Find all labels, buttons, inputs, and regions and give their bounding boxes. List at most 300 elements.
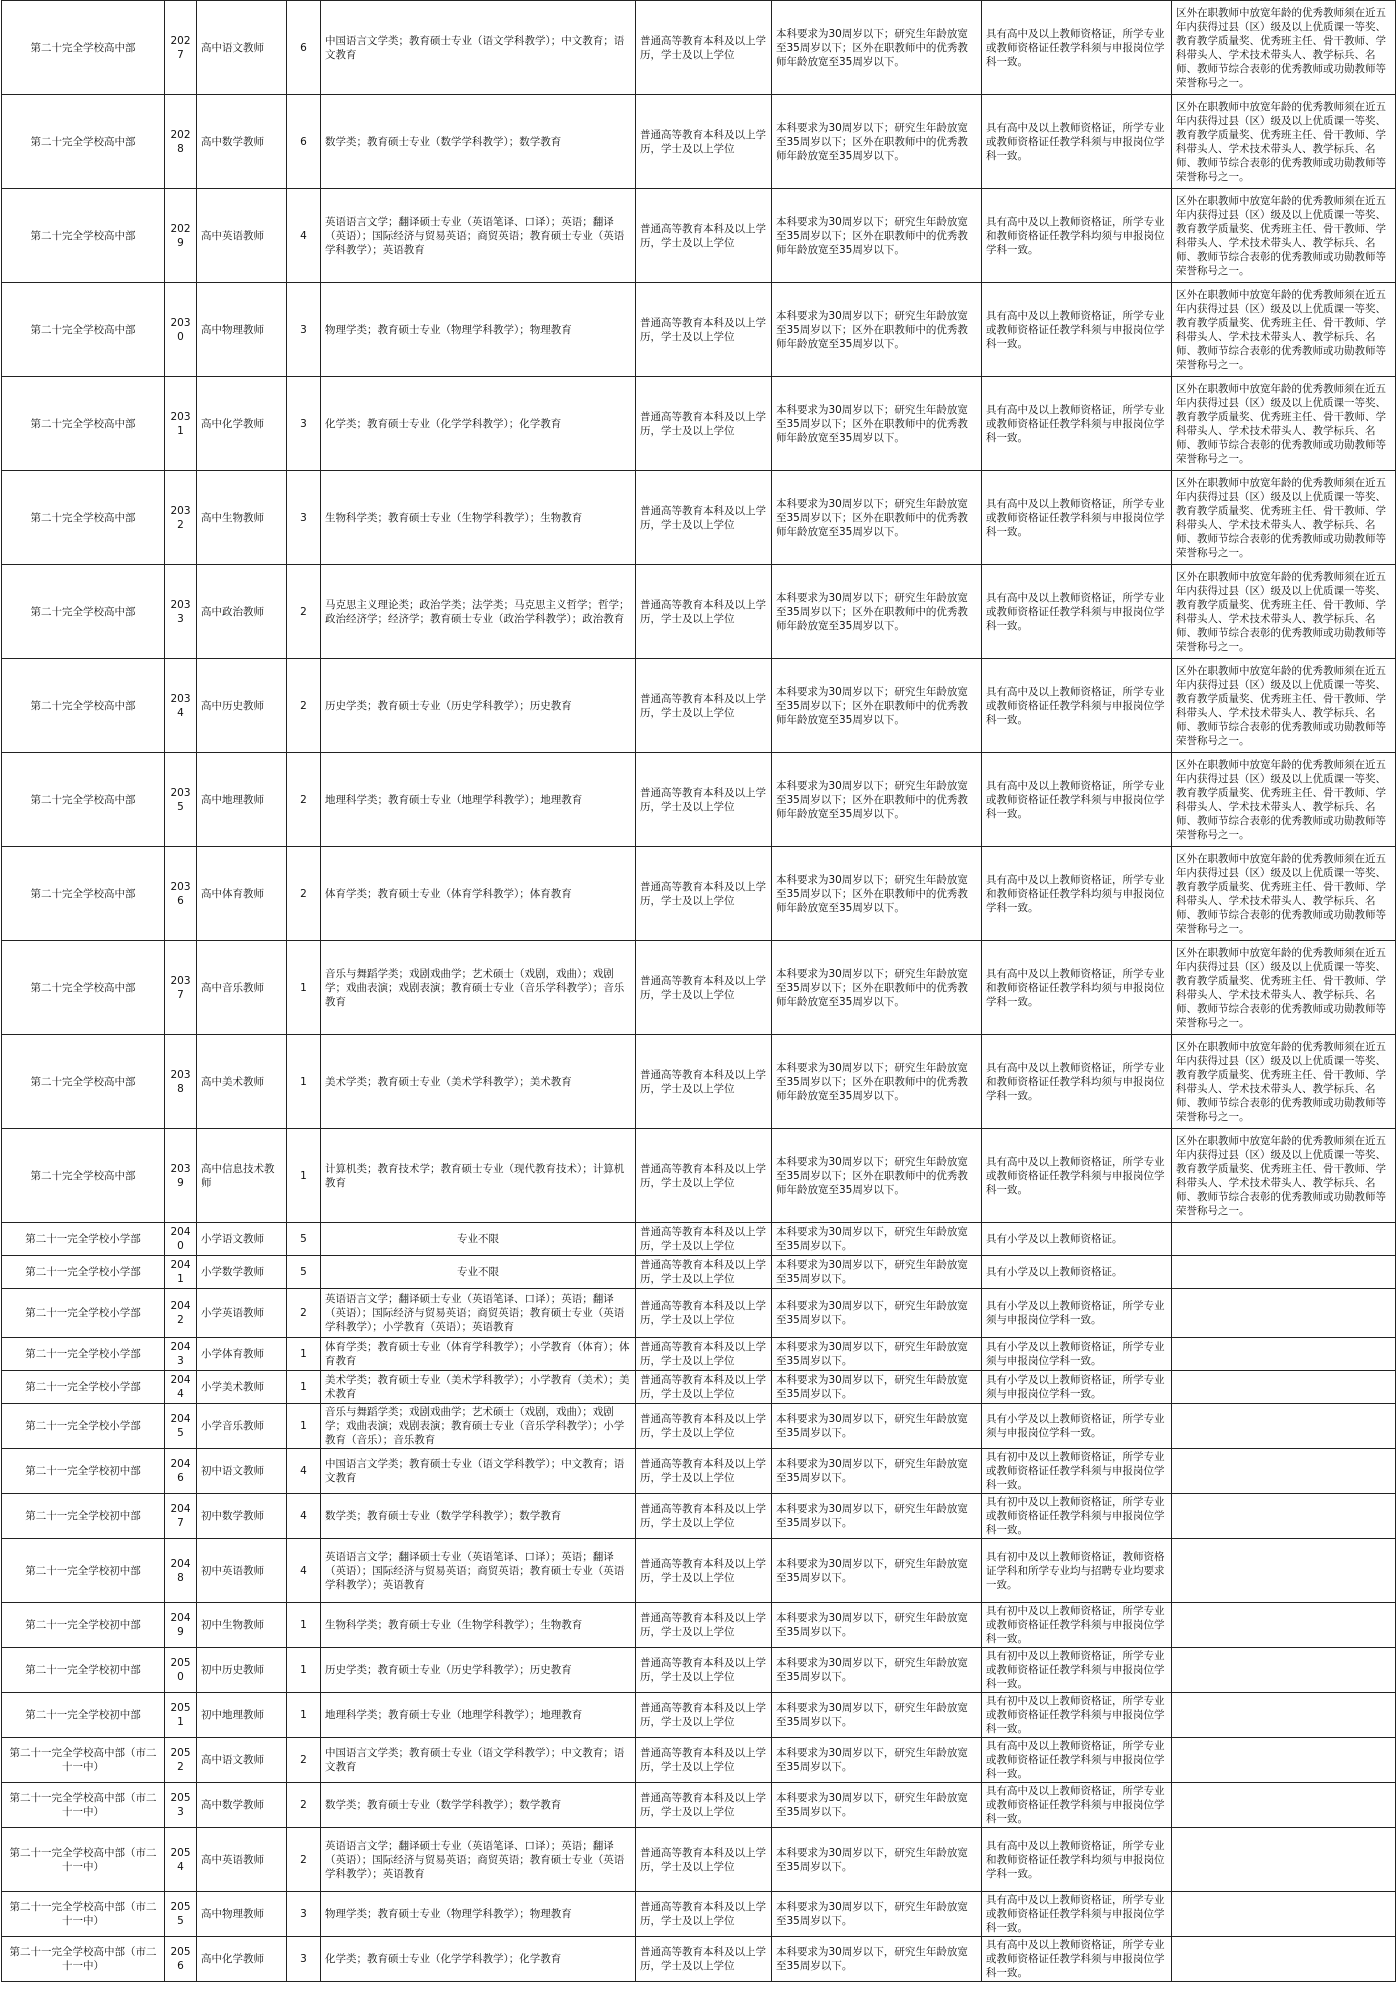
- unit-cell: 第二十一完全学校小学部: [2, 1371, 165, 1404]
- position-cell: 高中数学教师: [197, 95, 287, 189]
- position-cell: 高中生物教师: [197, 471, 287, 565]
- age-cell: 本科要求为30周岁以下，研究生年龄放宽至35周岁以下。: [772, 1449, 982, 1494]
- position-cell: 高中数学教师: [197, 1783, 287, 1828]
- major-cell: 化学类；教育硕士专业（化学学科教学）；化学教育: [321, 1937, 636, 1982]
- age-cell: 本科要求为30周岁以下；研究生年龄放宽至35周岁以下；区外在职教师中的优秀教师年龄放宽至35周岁以下。: [772, 1035, 982, 1129]
- count-cell: 6: [287, 95, 321, 189]
- certificate-cell: 具有高中及以上教师资格证，所学专业或教师资格证任教学科须与申报岗位学科一致。: [982, 659, 1172, 753]
- major-cell: 体育学类；教育硕士专业（体育学科教学）；体育教育: [321, 847, 636, 941]
- unit-cell: 第二十一完全学校初中部: [2, 1648, 165, 1693]
- unit-cell: 第二十一完全学校小学部: [2, 1289, 165, 1338]
- certificate-cell: 具有高中及以上教师资格证，所学专业或教师资格证任教学科须与申报岗位学科一致。: [982, 753, 1172, 847]
- certificate-cell: 具有高中及以上教师资格证，所学专业和教师资格证任教学科均须与申报岗位学科一致。: [982, 847, 1172, 941]
- count-cell: 1: [287, 1603, 321, 1648]
- position-cell: 高中体育教师: [197, 847, 287, 941]
- code-cell: 2030: [165, 283, 197, 377]
- certificate-cell: 具有高中及以上教师资格证，所学专业或教师资格证任教学科须与申报岗位学科一致。: [982, 1937, 1172, 1982]
- unit-cell: 第二十完全学校高中部: [2, 1035, 165, 1129]
- code-cell: 2035: [165, 753, 197, 847]
- education-cell: 普通高等教育本科及以上学历，学士及以上学位: [636, 1539, 772, 1603]
- other-requirements-cell: 区外在职教师中放宽年龄的优秀教师须在近五年内获得过县（区）级及以上优质课一等奖、教育教学质量奖、优秀班主任、骨干教师、学科带头人、学术技术带头人、教学标兵、名师、教师节综合表彰的优秀教师或功勋教师等荣誉称号之一。: [1172, 189, 1396, 283]
- code-cell: 2040: [165, 1223, 197, 1256]
- education-cell: 普通高等教育本科及以上学历，学士及以上学位: [636, 1783, 772, 1828]
- unit-cell: 第二十一完全学校高中部（市二十一中）: [2, 1783, 165, 1828]
- other-requirements-cell: [1172, 1693, 1396, 1738]
- position-cell: 高中音乐教师: [197, 941, 287, 1035]
- position-cell: 小学音乐教师: [197, 1404, 287, 1449]
- certificate-cell: 具有高中及以上教师资格证，所学专业或教师资格证任教学科须与申报岗位学科一致。: [982, 1, 1172, 95]
- unit-cell: 第二十完全学校高中部: [2, 377, 165, 471]
- other-requirements-cell: [1172, 1738, 1396, 1783]
- age-cell: 本科要求为30周岁以下；研究生年龄放宽至35周岁以下；区外在职教师中的优秀教师年龄放宽至35周岁以下。: [772, 95, 982, 189]
- unit-cell: 第二十一完全学校高中部（市二十一中）: [2, 1828, 165, 1892]
- table-row: [2, 1449, 1396, 1494]
- age-cell: 本科要求为30周岁以下，研究生年龄放宽至35周岁以下。: [772, 1783, 982, 1828]
- position-cell: 高中英语教师: [197, 1828, 287, 1892]
- age-cell: 本科要求为30周岁以下；研究生年龄放宽至35周岁以下；区外在职教师中的优秀教师年龄放宽至35周岁以下。: [772, 471, 982, 565]
- code-cell: 2039: [165, 1129, 197, 1223]
- count-cell: 2: [287, 565, 321, 659]
- major-cell: 中国语言文学类；教育硕士专业（语文学科教学）；中文教育；语文教育: [321, 1, 636, 95]
- other-requirements-cell: [1172, 1338, 1396, 1371]
- certificate-cell: 具有小学及以上教师资格证。: [982, 1256, 1172, 1289]
- code-cell: 2027: [165, 1, 197, 95]
- code-cell: 2028: [165, 95, 197, 189]
- age-cell: 本科要求为30周岁以下，研究生年龄放宽至35周岁以下。: [772, 1892, 982, 1937]
- table-row: [2, 1371, 1396, 1404]
- major-cell: 数学类；教育硕士专业（数学学科教学）；数学教育: [321, 1494, 636, 1539]
- other-requirements-cell: [1172, 1449, 1396, 1494]
- age-cell: 本科要求为30周岁以下，研究生年龄放宽至35周岁以下。: [772, 1603, 982, 1648]
- age-cell: 本科要求为30周岁以下；研究生年龄放宽至35周岁以下；区外在职教师中的优秀教师年龄放宽至35周岁以下。: [772, 847, 982, 941]
- education-cell: 普通高等教育本科及以上学历，学士及以上学位: [636, 1828, 772, 1892]
- other-requirements-cell: [1172, 1539, 1396, 1603]
- position-cell: 高中历史教师: [197, 659, 287, 753]
- code-cell: 2049: [165, 1603, 197, 1648]
- certificate-cell: 具有初中及以上教师资格证，所学专业或教师资格证任教学科须与申报岗位学科一致。: [982, 1648, 1172, 1693]
- age-cell: 本科要求为30周岁以下；研究生年龄放宽至35周岁以下；区外在职教师中的优秀教师年龄放宽至35周岁以下。: [772, 659, 982, 753]
- table-row: [2, 1937, 1396, 1982]
- education-cell: 普通高等教育本科及以上学历，学士及以上学位: [636, 941, 772, 1035]
- education-cell: 普通高等教育本科及以上学历，学士及以上学位: [636, 95, 772, 189]
- other-requirements-cell: [1172, 1828, 1396, 1892]
- table-row: [2, 1892, 1396, 1937]
- code-cell: 2048: [165, 1539, 197, 1603]
- position-cell: 高中语文教师: [197, 1, 287, 95]
- education-cell: 普通高等教育本科及以上学历，学士及以上学位: [636, 753, 772, 847]
- unit-cell: 第二十完全学校高中部: [2, 941, 165, 1035]
- table-row: [2, 1539, 1396, 1603]
- other-requirements-cell: [1172, 1892, 1396, 1937]
- other-requirements-cell: 区外在职教师中放宽年龄的优秀教师须在近五年内获得过县（区）级及以上优质课一等奖、教育教学质量奖、优秀班主任、骨干教师、学科带头人、学术技术带头人、教学标兵、名师、教师节综合表彰的优秀教师或功勋教师等荣誉称号之一。: [1172, 377, 1396, 471]
- position-cell: 高中语文教师: [197, 1738, 287, 1783]
- code-cell: 2041: [165, 1256, 197, 1289]
- major-cell: 历史学类；教育硕士专业（历史学科教学）；历史教育: [321, 659, 636, 753]
- major-cell: 专业不限: [321, 1256, 636, 1289]
- age-cell: 本科要求为30周岁以下，研究生年龄放宽至35周岁以下。: [772, 1289, 982, 1338]
- position-cell: 高中物理教师: [197, 283, 287, 377]
- count-cell: 2: [287, 847, 321, 941]
- code-cell: 2036: [165, 847, 197, 941]
- certificate-cell: 具有小学及以上教师资格证。: [982, 1223, 1172, 1256]
- table-row: [2, 377, 1396, 471]
- education-cell: 普通高等教育本科及以上学历，学士及以上学位: [636, 1129, 772, 1223]
- major-cell: 英语语言文学；翻译硕士专业（英语笔译、口译）；英语；翻译（英语）；国际经济与贸易英语；商贸英语；教育硕士专业（英语学科教学）；英语教育: [321, 189, 636, 283]
- certificate-cell: 具有小学及以上教师资格证，所学专业须与申报岗位学科一致。: [982, 1404, 1172, 1449]
- education-cell: 普通高等教育本科及以上学历，学士及以上学位: [636, 659, 772, 753]
- age-cell: 本科要求为30周岁以下，研究生年龄放宽至35周岁以下。: [772, 1539, 982, 1603]
- table-row: [2, 1404, 1396, 1449]
- major-cell: 历史学类；教育硕士专业（历史学科教学）；历史教育: [321, 1648, 636, 1693]
- other-requirements-cell: 区外在职教师中放宽年龄的优秀教师须在近五年内获得过县（区）级及以上优质课一等奖、教育教学质量奖、优秀班主任、骨干教师、学科带头人、学术技术带头人、教学标兵、名师、教师节综合表彰的优秀教师或功勋教师等荣誉称号之一。: [1172, 283, 1396, 377]
- age-cell: 本科要求为30周岁以下，研究生年龄放宽至35周岁以下。: [772, 1338, 982, 1371]
- table-row: [2, 1783, 1396, 1828]
- education-cell: 普通高等教育本科及以上学历，学士及以上学位: [636, 1648, 772, 1693]
- unit-cell: 第二十完全学校高中部: [2, 95, 165, 189]
- position-cell: 高中化学教师: [197, 377, 287, 471]
- other-requirements-cell: [1172, 1256, 1396, 1289]
- other-requirements-cell: 区外在职教师中放宽年龄的优秀教师须在近五年内获得过县（区）级及以上优质课一等奖、教育教学质量奖、优秀班主任、骨干教师、学科带头人、学术技术带头人、教学标兵、名师、教师节综合表彰的优秀教师或功勋教师等荣誉称号之一。: [1172, 1129, 1396, 1223]
- count-cell: 2: [287, 753, 321, 847]
- count-cell: 1: [287, 1338, 321, 1371]
- major-cell: 美术学类；教育硕士专业（美术学科教学）；小学教育（美术）；美术教育: [321, 1371, 636, 1404]
- education-cell: 普通高等教育本科及以上学历，学士及以上学位: [636, 847, 772, 941]
- education-cell: 普通高等教育本科及以上学历，学士及以上学位: [636, 1338, 772, 1371]
- age-cell: 本科要求为30周岁以下；研究生年龄放宽至35周岁以下；区外在职教师中的优秀教师年龄放宽至35周岁以下。: [772, 189, 982, 283]
- certificate-cell: 具有小学及以上教师资格证，所学专业须与申报岗位学科一致。: [982, 1289, 1172, 1338]
- major-cell: 中国语言文学类；教育硕士专业（语文学科教学）；中文教育；语文教育: [321, 1738, 636, 1783]
- major-cell: 化学类；教育硕士专业（化学学科教学）；化学教育: [321, 377, 636, 471]
- table-row: [2, 189, 1396, 283]
- code-cell: 2032: [165, 471, 197, 565]
- certificate-cell: 具有初中及以上教师资格证，教师资格证学科和所学专业均与招聘专业均要求一致。: [982, 1539, 1172, 1603]
- table-row: [2, 1, 1396, 95]
- table-row: [2, 1338, 1396, 1371]
- age-cell: 本科要求为30周岁以下，研究生年龄放宽至35周岁以下。: [772, 1223, 982, 1256]
- code-cell: 2051: [165, 1693, 197, 1738]
- position-cell: 小学英语教师: [197, 1289, 287, 1338]
- code-cell: 2047: [165, 1494, 197, 1539]
- count-cell: 4: [287, 189, 321, 283]
- unit-cell: 第二十一完全学校高中部（市二十一中）: [2, 1892, 165, 1937]
- education-cell: 普通高等教育本科及以上学历，学士及以上学位: [636, 1937, 772, 1982]
- major-cell: 中国语言文学类；教育硕士专业（语文学科教学）；中文教育；语文教育: [321, 1449, 636, 1494]
- table-row: [2, 565, 1396, 659]
- other-requirements-cell: [1172, 1937, 1396, 1982]
- position-cell: 高中美术教师: [197, 1035, 287, 1129]
- age-cell: 本科要求为30周岁以下，研究生年龄放宽至35周岁以下。: [772, 1738, 982, 1783]
- other-requirements-cell: [1172, 1289, 1396, 1338]
- unit-cell: 第二十完全学校高中部: [2, 1, 165, 95]
- other-requirements-cell: 区外在职教师中放宽年龄的优秀教师须在近五年内获得过县（区）级及以上优质课一等奖、教育教学质量奖、优秀班主任、骨干教师、学科带头人、学术技术带头人、教学标兵、名师、教师节综合表彰的优秀教师或功勋教师等荣誉称号之一。: [1172, 1, 1396, 95]
- certificate-cell: 具有高中及以上教师资格证，所学专业或教师资格证任教学科须与申报岗位学科一致。: [982, 1783, 1172, 1828]
- major-cell: 生物科学类；教育硕士专业（生物学科教学）；生物教育: [321, 1603, 636, 1648]
- table-row: [2, 1289, 1396, 1338]
- table-row: [2, 1603, 1396, 1648]
- certificate-cell: 具有高中及以上教师资格证，所学专业和教师资格证任教学科均须与申报岗位学科一致。: [982, 1035, 1172, 1129]
- count-cell: 4: [287, 1494, 321, 1539]
- unit-cell: 第二十一完全学校小学部: [2, 1223, 165, 1256]
- other-requirements-cell: 区外在职教师中放宽年龄的优秀教师须在近五年内获得过县（区）级及以上优质课一等奖、教育教学质量奖、优秀班主任、骨干教师、学科带头人、学术技术带头人、教学标兵、名师、教师节综合表彰的优秀教师或功勋教师等荣誉称号之一。: [1172, 847, 1396, 941]
- certificate-cell: 具有高中及以上教师资格证，所学专业和教师资格证任教学科均须与申报岗位学科一致。: [982, 189, 1172, 283]
- count-cell: 4: [287, 1449, 321, 1494]
- education-cell: 普通高等教育本科及以上学历，学士及以上学位: [636, 1289, 772, 1338]
- other-requirements-cell: 区外在职教师中放宽年龄的优秀教师须在近五年内获得过县（区）级及以上优质课一等奖、教育教学质量奖、优秀班主任、骨干教师、学科带头人、学术技术带头人、教学标兵、名师、教师节综合表彰的优秀教师或功勋教师等荣誉称号之一。: [1172, 941, 1396, 1035]
- major-cell: 英语语言文学；翻译硕士专业（英语笔译、口译）；英语；翻译（英语）；国际经济与贸易英语；商贸英语；教育硕士专业（英语学科教学）；英语教育: [321, 1539, 636, 1603]
- position-cell: 高中政治教师: [197, 565, 287, 659]
- certificate-cell: 具有初中及以上教师资格证，所学专业或教师资格证任教学科须与申报岗位学科一致。: [982, 1449, 1172, 1494]
- major-cell: 生物科学类；教育硕士专业（生物学科教学）；生物教育: [321, 471, 636, 565]
- position-cell: 初中数学教师: [197, 1494, 287, 1539]
- education-cell: 普通高等教育本科及以上学历，学士及以上学位: [636, 1892, 772, 1937]
- other-requirements-cell: [1172, 1603, 1396, 1648]
- unit-cell: 第二十一完全学校高中部（市二十一中）: [2, 1738, 165, 1783]
- education-cell: 普通高等教育本科及以上学历，学士及以上学位: [636, 1223, 772, 1256]
- age-cell: 本科要求为30周岁以下，研究生年龄放宽至35周岁以下。: [772, 1828, 982, 1892]
- code-cell: 2044: [165, 1371, 197, 1404]
- unit-cell: 第二十一完全学校初中部: [2, 1603, 165, 1648]
- count-cell: 3: [287, 1937, 321, 1982]
- table-row: [2, 1828, 1396, 1892]
- code-cell: 2053: [165, 1783, 197, 1828]
- code-cell: 2042: [165, 1289, 197, 1338]
- other-requirements-cell: 区外在职教师中放宽年龄的优秀教师须在近五年内获得过县（区）级及以上优质课一等奖、教育教学质量奖、优秀班主任、骨干教师、学科带头人、学术技术带头人、教学标兵、名师、教师节综合表彰的优秀教师或功勋教师等荣誉称号之一。: [1172, 659, 1396, 753]
- education-cell: 普通高等教育本科及以上学历，学士及以上学位: [636, 1371, 772, 1404]
- other-requirements-cell: [1172, 1223, 1396, 1256]
- education-cell: 普通高等教育本科及以上学历，学士及以上学位: [636, 377, 772, 471]
- table-body: [2, 1, 1396, 1982]
- code-cell: 2055: [165, 1892, 197, 1937]
- table-row: [2, 1256, 1396, 1289]
- count-cell: 2: [287, 1828, 321, 1892]
- count-cell: 2: [287, 1738, 321, 1783]
- other-requirements-cell: [1172, 1648, 1396, 1693]
- other-requirements-cell: [1172, 1783, 1396, 1828]
- major-cell: 数学类；教育硕士专业（数学学科教学）；数学教育: [321, 1783, 636, 1828]
- count-cell: 3: [287, 283, 321, 377]
- age-cell: 本科要求为30周岁以下；研究生年龄放宽至35周岁以下；区外在职教师中的优秀教师年龄放宽至35周岁以下。: [772, 753, 982, 847]
- major-cell: 英语语言文学；翻译硕士专业（英语笔译、口译）；英语；翻译（英语）；国际经济与贸易英语；商贸英语；教育硕士专业（英语学科教学）；小学教育（英语）；英语教育: [321, 1289, 636, 1338]
- count-cell: 3: [287, 471, 321, 565]
- code-cell: 2031: [165, 377, 197, 471]
- other-requirements-cell: 区外在职教师中放宽年龄的优秀教师须在近五年内获得过县（区）级及以上优质课一等奖、教育教学质量奖、优秀班主任、骨干教师、学科带头人、学术技术带头人、教学标兵、名师、教师节综合表彰的优秀教师或功勋教师等荣誉称号之一。: [1172, 471, 1396, 565]
- certificate-cell: 具有高中及以上教师资格证，所学专业或教师资格证任教学科须与申报岗位学科一致。: [982, 1129, 1172, 1223]
- position-cell: 小学数学教师: [197, 1256, 287, 1289]
- table-row: [2, 941, 1396, 1035]
- unit-cell: 第二十完全学校高中部: [2, 659, 165, 753]
- count-cell: 3: [287, 377, 321, 471]
- position-cell: 初中地理教师: [197, 1693, 287, 1738]
- count-cell: 1: [287, 941, 321, 1035]
- certificate-cell: 具有高中及以上教师资格证，所学专业和教师资格证任教学科均须与申报岗位学科一致。: [982, 941, 1172, 1035]
- table-row: [2, 1648, 1396, 1693]
- table-row: [2, 1223, 1396, 1256]
- other-requirements-cell: 区外在职教师中放宽年龄的优秀教师须在近五年内获得过县（区）级及以上优质课一等奖、教育教学质量奖、优秀班主任、骨干教师、学科带头人、学术技术带头人、教学标兵、名师、教师节综合表彰的优秀教师或功勋教师等荣誉称号之一。: [1172, 95, 1396, 189]
- education-cell: 普通高等教育本科及以上学历，学士及以上学位: [636, 1035, 772, 1129]
- unit-cell: 第二十一完全学校小学部: [2, 1404, 165, 1449]
- position-cell: 初中生物教师: [197, 1603, 287, 1648]
- major-cell: 体育学类；教育硕士专业（体育学科教学）；小学教育（体育）；体育教育: [321, 1338, 636, 1371]
- unit-cell: 第二十完全学校高中部: [2, 753, 165, 847]
- unit-cell: 第二十完全学校高中部: [2, 283, 165, 377]
- unit-cell: 第二十完全学校高中部: [2, 565, 165, 659]
- certificate-cell: 具有高中及以上教师资格证，所学专业或教师资格证任教学科须与申报岗位学科一致。: [982, 565, 1172, 659]
- education-cell: 普通高等教育本科及以上学历，学士及以上学位: [636, 1256, 772, 1289]
- unit-cell: 第二十一完全学校小学部: [2, 1256, 165, 1289]
- certificate-cell: 具有初中及以上教师资格证，所学专业或教师资格证任教学科须与申报岗位学科一致。: [982, 1494, 1172, 1539]
- table-row: [2, 1738, 1396, 1783]
- age-cell: 本科要求为30周岁以下；研究生年龄放宽至35周岁以下；区外在职教师中的优秀教师年龄放宽至35周岁以下。: [772, 1129, 982, 1223]
- count-cell: 2: [287, 659, 321, 753]
- count-cell: 1: [287, 1693, 321, 1738]
- age-cell: 本科要求为30周岁以下；研究生年龄放宽至35周岁以下；区外在职教师中的优秀教师年龄放宽至35周岁以下。: [772, 565, 982, 659]
- certificate-cell: 具有初中及以上教师资格证，所学专业或教师资格证任教学科须与申报岗位学科一致。: [982, 1603, 1172, 1648]
- other-requirements-cell: [1172, 1404, 1396, 1449]
- education-cell: 普通高等教育本科及以上学历，学士及以上学位: [636, 189, 772, 283]
- count-cell: 2: [287, 1289, 321, 1338]
- position-cell: 高中物理教师: [197, 1892, 287, 1937]
- position-cell: 高中英语教师: [197, 189, 287, 283]
- table-row: [2, 471, 1396, 565]
- position-cell: 小学美术教师: [197, 1371, 287, 1404]
- code-cell: 2056: [165, 1937, 197, 1982]
- certificate-cell: 具有高中及以上教师资格证，所学专业或教师资格证任教学科须与申报岗位学科一致。: [982, 95, 1172, 189]
- major-cell: 地理科学类；教育硕士专业（地理学科教学）；地理教育: [321, 753, 636, 847]
- age-cell: 本科要求为30周岁以下，研究生年龄放宽至35周岁以下。: [772, 1494, 982, 1539]
- code-cell: 2029: [165, 189, 197, 283]
- education-cell: 普通高等教育本科及以上学历，学士及以上学位: [636, 283, 772, 377]
- count-cell: 1: [287, 1648, 321, 1693]
- major-cell: 马克思主义理论类；政治学类；法学类；马克思主义哲学；哲学；政治经济学；经济学；教育硕士专业（政治学科教学）；政治教育: [321, 565, 636, 659]
- age-cell: 本科要求为30周岁以下，研究生年龄放宽至35周岁以下。: [772, 1256, 982, 1289]
- count-cell: 6: [287, 1, 321, 95]
- unit-cell: 第二十完全学校高中部: [2, 1129, 165, 1223]
- recruitment-table: [1, 0, 1396, 1982]
- major-cell: 物理学类；教育硕士专业（物理学科教学）；物理教育: [321, 283, 636, 377]
- table-row: [2, 95, 1396, 189]
- education-cell: 普通高等教育本科及以上学历，学士及以上学位: [636, 471, 772, 565]
- table-row: [2, 1494, 1396, 1539]
- count-cell: 1: [287, 1129, 321, 1223]
- major-cell: 数学类；教育硕士专业（数学学科教学）；数学教育: [321, 95, 636, 189]
- code-cell: 2034: [165, 659, 197, 753]
- count-cell: 1: [287, 1371, 321, 1404]
- unit-cell: 第二十完全学校高中部: [2, 189, 165, 283]
- certificate-cell: 具有初中及以上教师资格证，所学专业或教师资格证任教学科须与申报岗位学科一致。: [982, 1693, 1172, 1738]
- age-cell: 本科要求为30周岁以下；研究生年龄放宽至35周岁以下；区外在职教师中的优秀教师年龄放宽至35周岁以下。: [772, 283, 982, 377]
- unit-cell: 第二十完全学校高中部: [2, 847, 165, 941]
- education-cell: 普通高等教育本科及以上学历，学士及以上学位: [636, 1603, 772, 1648]
- table-row: [2, 1035, 1396, 1129]
- code-cell: 2037: [165, 941, 197, 1035]
- table-row: [2, 659, 1396, 753]
- education-cell: 普通高等教育本科及以上学历，学士及以上学位: [636, 1693, 772, 1738]
- major-cell: 专业不限: [321, 1223, 636, 1256]
- certificate-cell: 具有小学及以上教师资格证，所学专业须与申报岗位学科一致。: [982, 1371, 1172, 1404]
- code-cell: 2052: [165, 1738, 197, 1783]
- education-cell: 普通高等教育本科及以上学历，学士及以上学位: [636, 565, 772, 659]
- position-cell: 初中英语教师: [197, 1539, 287, 1603]
- unit-cell: 第二十一完全学校初中部: [2, 1494, 165, 1539]
- code-cell: 2045: [165, 1404, 197, 1449]
- major-cell: 美术学类；教育硕士专业（美术学科教学）；美术教育: [321, 1035, 636, 1129]
- position-cell: 高中地理教师: [197, 753, 287, 847]
- table-row: [2, 753, 1396, 847]
- education-cell: 普通高等教育本科及以上学历，学士及以上学位: [636, 1738, 772, 1783]
- major-cell: 英语语言文学；翻译硕士专业（英语笔译、口译）；英语；翻译（英语）；国际经济与贸易英语；商贸英语；教育硕士专业（英语学科教学）；英语教育: [321, 1828, 636, 1892]
- age-cell: 本科要求为30周岁以下；研究生年龄放宽至35周岁以下；区外在职教师中的优秀教师年龄放宽至35周岁以下。: [772, 941, 982, 1035]
- major-cell: 音乐与舞蹈学类；戏剧戏曲学；艺术硕士（戏剧，戏曲）；戏剧学；戏曲表演；戏剧表演；教育硕士专业（音乐学科教学）；音乐教育: [321, 941, 636, 1035]
- unit-cell: 第二十一完全学校初中部: [2, 1693, 165, 1738]
- count-cell: 2: [287, 1783, 321, 1828]
- code-cell: 2046: [165, 1449, 197, 1494]
- unit-cell: 第二十一完全学校初中部: [2, 1539, 165, 1603]
- count-cell: 1: [287, 1035, 321, 1129]
- education-cell: 普通高等教育本科及以上学历，学士及以上学位: [636, 1494, 772, 1539]
- certificate-cell: 具有小学及以上教师资格证，所学专业须与申报岗位学科一致。: [982, 1338, 1172, 1371]
- major-cell: 音乐与舞蹈学类；戏剧戏曲学；艺术硕士（戏剧，戏曲）；戏剧学；戏曲表演；戏剧表演；教育硕士专业（音乐学科教学）；小学教育（音乐）；音乐教育: [321, 1404, 636, 1449]
- major-cell: 地理科学类；教育硕士专业（地理学科教学）；地理教育: [321, 1693, 636, 1738]
- table-row: [2, 847, 1396, 941]
- age-cell: 本科要求为30周岁以下，研究生年龄放宽至35周岁以下。: [772, 1404, 982, 1449]
- unit-cell: 第二十一完全学校初中部: [2, 1449, 165, 1494]
- education-cell: 普通高等教育本科及以上学历，学士及以上学位: [636, 1404, 772, 1449]
- other-requirements-cell: [1172, 1494, 1396, 1539]
- major-cell: 计算机类；教育技术学；教育硕士专业（现代教育技术）；计算机教育: [321, 1129, 636, 1223]
- age-cell: 本科要求为30周岁以下，研究生年龄放宽至35周岁以下。: [772, 1371, 982, 1404]
- education-cell: 普通高等教育本科及以上学历，学士及以上学位: [636, 1, 772, 95]
- position-cell: 高中化学教师: [197, 1937, 287, 1982]
- other-requirements-cell: 区外在职教师中放宽年龄的优秀教师须在近五年内获得过县（区）级及以上优质课一等奖、教育教学质量奖、优秀班主任、骨干教师、学科带头人、学术技术带头人、教学标兵、名师、教师节综合表彰的优秀教师或功勋教师等荣誉称号之一。: [1172, 565, 1396, 659]
- code-cell: 2050: [165, 1648, 197, 1693]
- other-requirements-cell: 区外在职教师中放宽年龄的优秀教师须在近五年内获得过县（区）级及以上优质课一等奖、教育教学质量奖、优秀班主任、骨干教师、学科带头人、学术技术带头人、教学标兵、名师、教师节综合表彰的优秀教师或功勋教师等荣誉称号之一。: [1172, 753, 1396, 847]
- position-cell: 初中语文教师: [197, 1449, 287, 1494]
- count-cell: 5: [287, 1256, 321, 1289]
- unit-cell: 第二十完全学校高中部: [2, 471, 165, 565]
- code-cell: 2043: [165, 1338, 197, 1371]
- age-cell: 本科要求为30周岁以下；研究生年龄放宽至35周岁以下；区外在职教师中的优秀教师年龄放宽至35周岁以下。: [772, 377, 982, 471]
- count-cell: 1: [287, 1404, 321, 1449]
- table-row: [2, 1693, 1396, 1738]
- age-cell: 本科要求为30周岁以下，研究生年龄放宽至35周岁以下。: [772, 1648, 982, 1693]
- certificate-cell: 具有高中及以上教师资格证，所学专业和教师资格证任教学科均须与申报岗位学科一致。: [982, 1828, 1172, 1892]
- table-row: [2, 1129, 1396, 1223]
- code-cell: 2033: [165, 565, 197, 659]
- position-cell: 小学体育教师: [197, 1338, 287, 1371]
- count-cell: 3: [287, 1892, 321, 1937]
- code-cell: 2038: [165, 1035, 197, 1129]
- certificate-cell: 具有高中及以上教师资格证，所学专业或教师资格证任教学科须与申报岗位学科一致。: [982, 283, 1172, 377]
- unit-cell: 第二十一完全学校小学部: [2, 1338, 165, 1371]
- table-row: [2, 283, 1396, 377]
- certificate-cell: 具有高中及以上教师资格证，所学专业或教师资格证任教学科须与申报岗位学科一致。: [982, 1738, 1172, 1783]
- certificate-cell: 具有高中及以上教师资格证，所学专业或教师资格证任教学科须与申报岗位学科一致。: [982, 377, 1172, 471]
- age-cell: 本科要求为30周岁以下；研究生年龄放宽至35周岁以下；区外在职教师中的优秀教师年龄放宽至35周岁以下。: [772, 1, 982, 95]
- age-cell: 本科要求为30周岁以下，研究生年龄放宽至35周岁以下。: [772, 1693, 982, 1738]
- age-cell: 本科要求为30周岁以下，研究生年龄放宽至35周岁以下。: [772, 1937, 982, 1982]
- count-cell: 5: [287, 1223, 321, 1256]
- unit-cell: 第二十一完全学校高中部（市二十一中）: [2, 1937, 165, 1982]
- major-cell: 物理学类；教育硕士专业（物理学科教学）；物理教育: [321, 1892, 636, 1937]
- certificate-cell: 具有高中及以上教师资格证，所学专业或教师资格证任教学科须与申报岗位学科一致。: [982, 471, 1172, 565]
- other-requirements-cell: 区外在职教师中放宽年龄的优秀教师须在近五年内获得过县（区）级及以上优质课一等奖、教育教学质量奖、优秀班主任、骨干教师、学科带头人、学术技术带头人、教学标兵、名师、教师节综合表彰的优秀教师或功勋教师等荣誉称号之一。: [1172, 1035, 1396, 1129]
- count-cell: 4: [287, 1539, 321, 1603]
- position-cell: 高中信息技术教师: [197, 1129, 287, 1223]
- position-cell: 初中历史教师: [197, 1648, 287, 1693]
- position-cell: 小学语文教师: [197, 1223, 287, 1256]
- other-requirements-cell: [1172, 1371, 1396, 1404]
- certificate-cell: 具有高中及以上教师资格证，所学专业或教师资格证任教学科须与申报岗位学科一致。: [982, 1892, 1172, 1937]
